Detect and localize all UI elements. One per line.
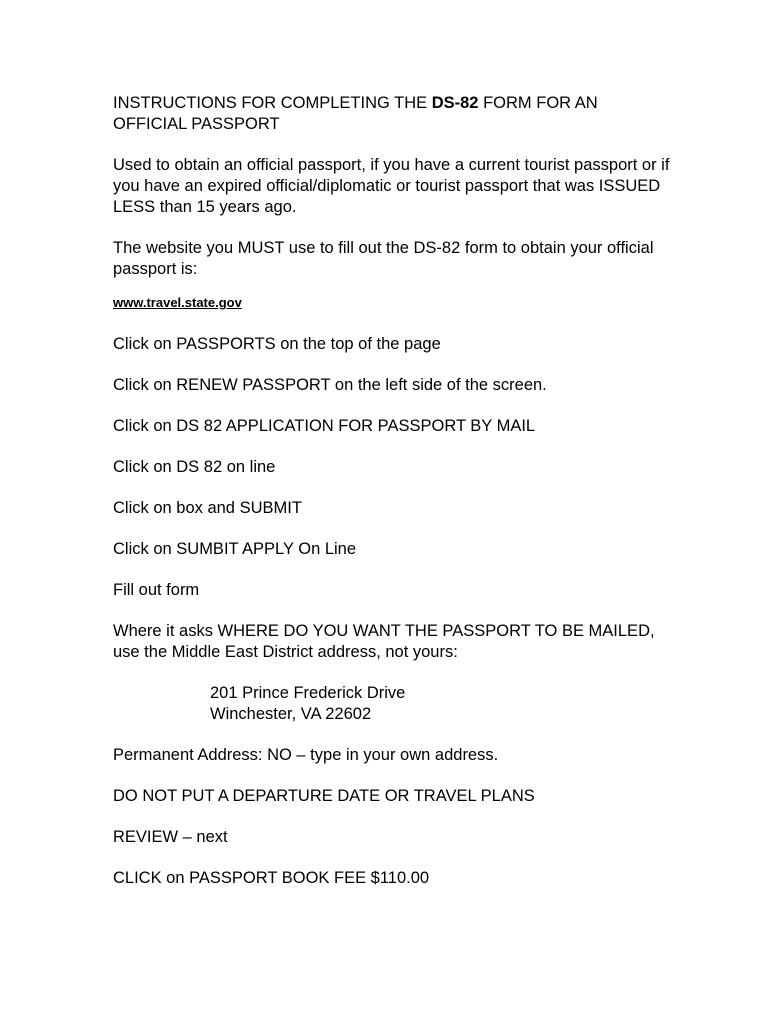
website-url-link[interactable]: www.travel.state.gov — [113, 295, 242, 310]
address-line-city: Winchester, VA 22602 — [210, 705, 372, 723]
title-form-number: DS-82 — [431, 94, 479, 112]
step-ds82-application: Click on DS 82 APPLICATION FOR PASSPORT BY MAIL — [113, 417, 536, 435]
step-submit-apply: Click on SUMBIT APPLY On Line — [113, 540, 357, 558]
intro-paragraph: Used to obtain an official passport, if you have a current tourist passport or if you have an expired official/diplomatic or tourist passport that was ISSUED LESS than 15 years ago. — [113, 156, 670, 216]
mailing-address-block — [210, 683, 673, 725]
title-text-part1: INSTRUCTIONS FOR COMPLETING THE — [113, 94, 432, 112]
step-passports: Click on PASSPORTS on the top of the page — [113, 335, 441, 353]
permanent-address-paragraph: Permanent Address: NO – type in your own address. — [113, 746, 499, 764]
document-page — [113, 93, 673, 909]
website-intro-paragraph: The website you MUST use to fill out the DS-82 form to obtain your official passport is: — [113, 239, 654, 278]
step-fill-form: Fill out form — [113, 581, 200, 599]
address-line-street: 201 Prince Frederick Drive — [210, 684, 406, 702]
title-text-part2: FORM FOR AN OFFICIAL PASSPORT — [113, 94, 598, 133]
no-departure-paragraph: DO NOT PUT A DEPARTURE DATE OR TRAVEL PLANS — [113, 787, 535, 805]
step-ds82-online: Click on DS 82 on line — [113, 458, 276, 476]
step-box-submit: Click on box and SUBMIT — [113, 499, 302, 517]
review-paragraph: REVIEW – next — [113, 828, 228, 846]
document-title — [113, 93, 673, 135]
fee-paragraph: CLICK on PASSPORT BOOK FEE $110.00 — [113, 869, 430, 887]
mailing-instruction-paragraph: Where it asks WHERE DO YOU WANT THE PASSPORT TO BE MAILED, use the Middle East District address, not yours: — [113, 622, 655, 661]
step-renew-passport: Click on RENEW PASSPORT on the left side of the screen. — [113, 376, 547, 394]
